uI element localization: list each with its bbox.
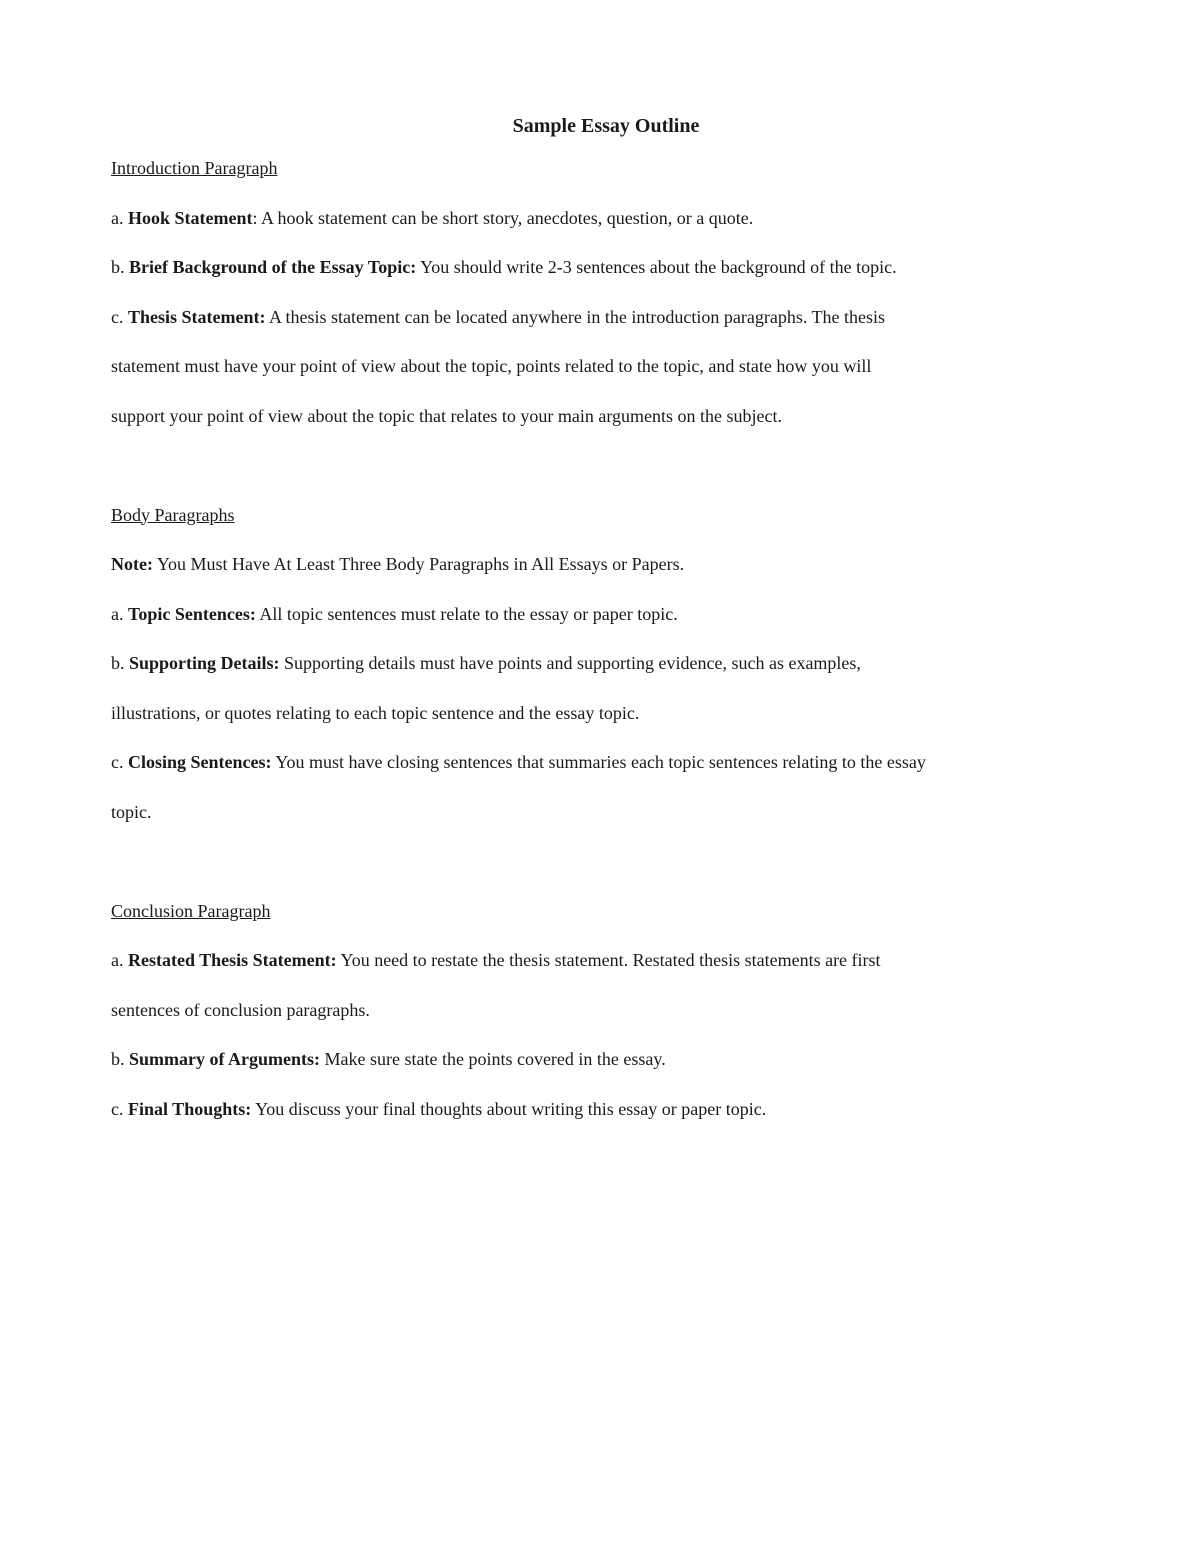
supporting-details-continuation: illustrations, or quotes relating to each topic sentence and the essay topic. bbox=[111, 702, 640, 723]
closing-sentences-continuation: topic. bbox=[111, 801, 152, 822]
background-line: b. Brief Background of the Essay Topic: You should write 2-3 sentences about the background of the topic. bbox=[111, 257, 897, 277]
topic-sentences-label: Topic Sentences: bbox=[128, 603, 256, 624]
final-thoughts-text: You discuss your final thoughts about writing this essay or paper topic. bbox=[255, 1098, 767, 1119]
note-line bbox=[111, 540, 1101, 590]
document-page bbox=[111, 108, 1101, 1134]
hook-statement-text: A hook statement can be short story, anecdotes, question, or a quote. bbox=[261, 207, 754, 228]
background-text: You should write 2-3 sentences about the background of the topic. bbox=[420, 257, 897, 277]
restated-thesis-label: Restated Thesis Statement: bbox=[128, 950, 337, 970]
introduction-heading: Introduction Paragraph bbox=[111, 158, 278, 178]
supporting-details-line: b. Supporting Details: Supporting details must have points and supporting evidence, such as examples, bbox=[111, 653, 861, 673]
background-label: Brief Background of the Essay Topic: bbox=[129, 257, 417, 277]
summary-arguments-text: Make sure state the points covered in the essay. bbox=[324, 1049, 666, 1069]
restated-thesis-line: a. Restated Thesis Statement: You need to restate the thesis statement. Restated thesis statements are first bbox=[111, 950, 881, 970]
closing-sentences-text: You must have closing sentences that summaries each topic sentences relating to the essay bbox=[275, 752, 926, 772]
final-thoughts-line: c. Final Thoughts: You discuss your final thoughts about writing this essay or paper topic. bbox=[111, 1098, 767, 1119]
thesis-statement-text: A thesis statement can be located anywhere in the introduction paragraphs. The thesis bbox=[269, 306, 885, 327]
hook-statement-label: Hook Statement bbox=[128, 207, 253, 228]
summary-arguments-line: b. Summary of Arguments: Make sure state the points covered in the essay. bbox=[111, 1049, 666, 1069]
supporting-details-label: Supporting Details: bbox=[129, 653, 280, 673]
section-spacer bbox=[111, 441, 1101, 491]
closing-sentences-label: Closing Sentences: bbox=[128, 752, 272, 772]
topic-sentences-line: a. Topic Sentences: All topic sentences must relate to the essay or paper topic. bbox=[111, 603, 678, 624]
topic-sentences-text: All topic sentences must relate to the essay or paper topic. bbox=[259, 603, 678, 624]
section-spacer bbox=[111, 837, 1101, 887]
note-text: You Must Have At Least Three Body Paragraphs in All Essays or Papers. bbox=[156, 554, 685, 574]
thesis-continuation-2: support your point of view about the topic that relates to your main arguments on the subject. bbox=[111, 405, 783, 426]
restated-thesis-text: You need to restate the thesis statement. Restated thesis statements are first bbox=[340, 950, 881, 970]
summary-arguments-label: Summary of Arguments: bbox=[129, 1049, 320, 1069]
thesis-statement-label: Thesis Statement: bbox=[128, 306, 266, 327]
thesis-statement-line: c. Thesis Statement: A thesis statement can be located anywhere in the introduction paragraphs. The thesis bbox=[111, 306, 885, 327]
document-title: Sample Essay Outline bbox=[512, 115, 700, 137]
hook-statement-line: a. Hook Statement: A hook statement can be short story, anecdotes, question, or a quote. bbox=[111, 207, 754, 228]
supporting-details-text: Supporting details must have points and supporting evidence, such as examples, bbox=[284, 653, 861, 673]
thesis-continuation-1: statement must have your point of view about the topic, points related to the topic, and state how you will bbox=[111, 356, 872, 376]
conclusion-heading: Conclusion Paragraph bbox=[111, 900, 271, 921]
final-thoughts-label: Final Thoughts: bbox=[128, 1098, 252, 1119]
closing-sentences-line: c. Closing Sentences: You must have closing sentences that summaries each topic sentences relating to the essay bbox=[111, 752, 926, 772]
restated-thesis-continuation: sentences of conclusion paragraphs. bbox=[111, 999, 370, 1020]
note-label: Note: bbox=[111, 554, 153, 574]
body-heading: Body Paragraphs bbox=[111, 504, 235, 525]
